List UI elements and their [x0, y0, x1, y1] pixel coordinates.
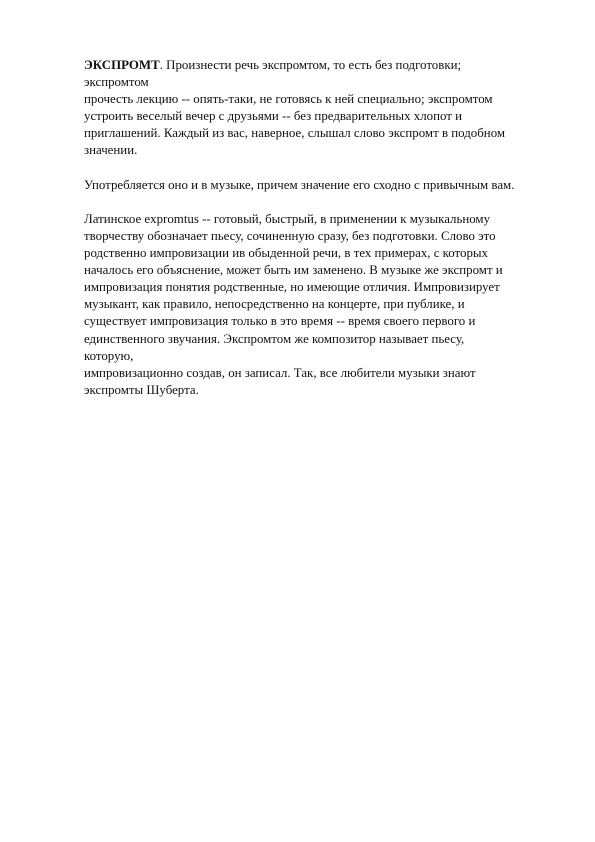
text-line: экспромты Шуберта.	[84, 382, 199, 397]
text-line	[84, 57, 544, 74]
text-line: существует импровизация только в это время -- время своего первого и	[84, 314, 476, 329]
text-line: Латинское expromtus -- готовый, быстрый, в применении к музыкальному	[84, 211, 491, 226]
text-line: устроить веселый вечер с друзьями -- без предварительных хлопот и	[84, 109, 463, 124]
text-line: приглашений. Каждый из вас, наверное, слышал слово экспромт в подобном	[84, 126, 506, 141]
text-line: прочесть лекцию -- опять-таки, не готовясь к ней специально; экспромтом	[84, 92, 493, 107]
term-heading: ЭКСПРОМТ	[84, 58, 160, 72]
text-line: музыкант, как правило, непосредственно на концерте, при публике, и	[84, 297, 465, 312]
text-line: которую,	[84, 348, 134, 363]
document-body	[84, 57, 544, 416]
text-line: началось его объяснение, может быть им заменено. В музыке же экспромт и	[84, 263, 503, 278]
text-line: творчеству обозначает пьесу, сочиненную сразу, без подготовки. Слово это	[84, 228, 496, 243]
text-run: . Произнести речь экспромтом, то есть без подготовки;	[159, 58, 462, 72]
text-line: импровизация понятия родственные, но имеющие отличия. Импровизирует	[84, 280, 500, 295]
text-line: родственно импровизации ив обыденной речи, в тех примерах, с которых	[84, 246, 489, 261]
text-line: единственного звучания. Экспромтом же композитор называет пьесу,	[84, 331, 465, 346]
paragraph-etymology	[84, 211, 544, 399]
paragraph-definition	[84, 57, 544, 160]
text-line: импровизационно создав, он записал. Так, все любители музыки знают	[84, 365, 476, 380]
text-line: экспромтом	[84, 75, 149, 90]
text-line: Употребляется оно и в музыке, причем значение его сходно с привычным вам.	[84, 177, 515, 192]
paragraph-music-usage	[84, 177, 544, 194]
text-line: значении.	[84, 143, 138, 158]
